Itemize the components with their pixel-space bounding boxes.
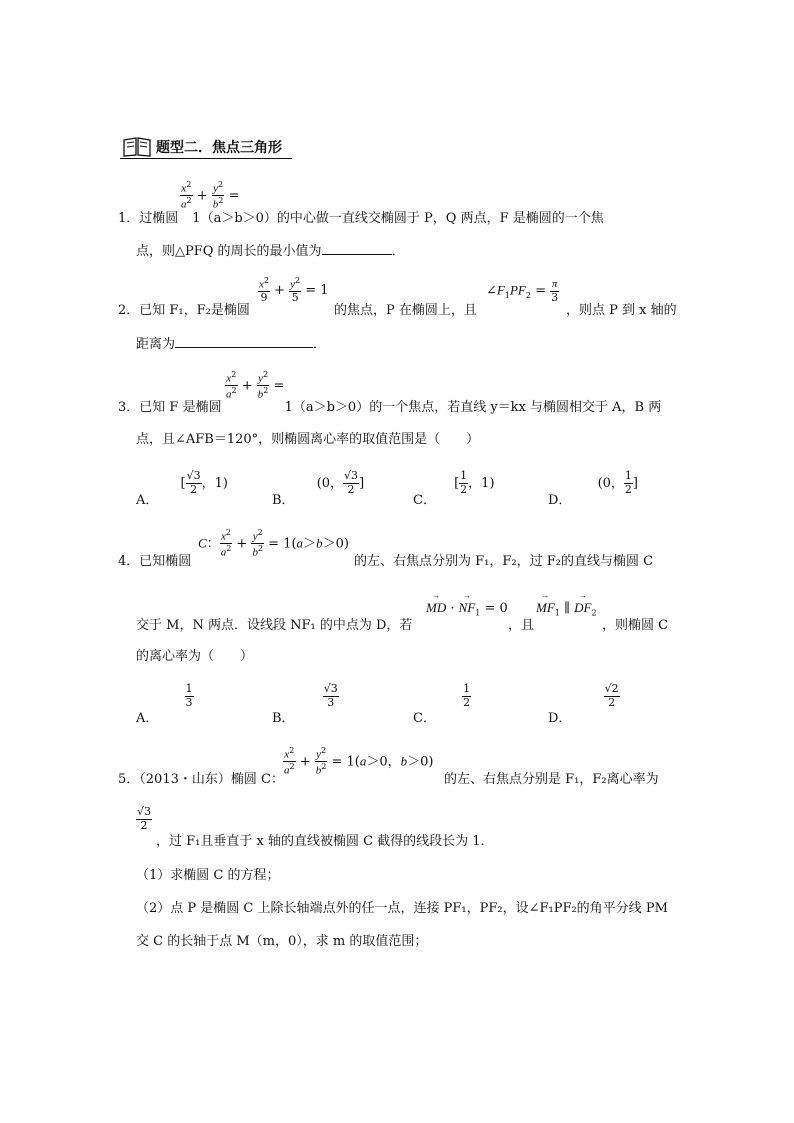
q4-option-a-label: A． [136, 710, 159, 726]
q1-line2 [136, 240, 405, 259]
q5-sub2b: 交 C 的长轴于点 M（m，0），求 m 的取值范围； [136, 934, 428, 949]
q1-line2-text: 点，则△PFQ 的周长的最小值为 [136, 244, 322, 259]
q2-number: 2． [118, 303, 140, 318]
q1-formula: $\frac{x^2}{a^2}$ + $\frac{y^2}{b^2}$ = [181, 180, 240, 211]
q4-formula: C： $\frac{x^2}{a^2}$ + $\frac{y^2}{b^2}$ = 1(a＞b＞0) [198, 528, 349, 559]
q2-line2 [136, 333, 326, 352]
q3-option-c[interactable]: C． [ $\frac{1}{2}$ ，1) [413, 469, 495, 508]
q1-pre: 过椭圆 [139, 211, 179, 226]
q4-option-d[interactable]: D． $\frac{√2}{2}$ [548, 682, 619, 726]
q4-line2b: ，且 [508, 618, 535, 633]
q4-option-b[interactable]: B． $\frac{√3}{3}$ [272, 682, 338, 726]
q3-option-d-label: D． [548, 492, 572, 508]
q4-pre: 已知椭圆 [139, 554, 192, 569]
q3-line2: 点，且∠AFB＝120°，则椭圆离心率的取值范围是（ ） [136, 432, 480, 447]
section-title: 题型二．焦点三角形 [156, 140, 282, 156]
q2-post: ，则点 P 到 x 轴的 [566, 303, 677, 318]
q4-line2c: ，则椭圆 C [602, 618, 669, 633]
q3-formula: $\frac{x^2}{a^2}$ + $\frac{y^2}{b^2}$ = [226, 370, 285, 401]
q5-sub1: （1）求椭圆 C 的方程； [136, 868, 280, 883]
q5-pre: （2013・山东）椭圆 C： [139, 772, 284, 787]
q2-line1 [118, 299, 250, 318]
q5-formula: $\frac{x^2}{a^2}$ + $\frac{y^2}{b^2}$ = 1(a＞0，b＞0) [284, 746, 434, 777]
q4-line2a: 交于 M，N 两点．设线段 NF₁ 的中点为 D，若 [136, 618, 413, 633]
q4-number: 4． [118, 554, 140, 569]
q4-post: 的左、右焦点分别为 F₁，F₂，过 F₂的直线与椭圆 C [354, 554, 654, 569]
q5-number: 5． [118, 772, 140, 787]
q1-line1 [118, 207, 604, 226]
q5-line2: ，过 F₁且垂直于 x 轴的直线被椭圆 C 截得的线段长为 1． [156, 834, 494, 849]
q3-option-b[interactable]: B． (0， $\frac{√3}{2}$ ] [272, 469, 365, 508]
q5-sub2: （2）点 P 是椭圆 C 上除长轴端点外的任一点，连接 PF₁，PF₂，设∠F₁PF₂的角平分线 PM [136, 901, 668, 916]
q1-cond: 1（a＞b＞0）的中心做一直线交椭圆于 P，Q 两点，F 是椭圆的一个焦 [192, 211, 604, 226]
q2-mid: 的焦点，P 在椭圆上，且 [334, 303, 477, 318]
header-underline [120, 158, 292, 159]
q2-end: ． [313, 337, 327, 352]
q2-answer-blank[interactable] [175, 346, 313, 348]
q3-line1 [118, 396, 661, 415]
q3-number: 3． [118, 400, 140, 415]
q1-number: 1． [118, 211, 140, 226]
q4-line1-pre [118, 550, 191, 569]
q4-option-c-label: C． [413, 710, 436, 726]
q5-line1-pre [118, 768, 284, 787]
q1-answer-blank[interactable] [322, 253, 392, 255]
q3-option-a[interactable]: A． [ $\frac{√3}{2}$ ，1) [136, 469, 228, 508]
q5-post: 的左、右焦点分别是 F₁，F₂离心率为 [444, 772, 659, 787]
q2-line2-text: 距离为 [136, 337, 176, 352]
q4-dot-formula: → MD · → $NF_1 = 0$ [426, 600, 508, 618]
q1-end: ． [391, 244, 405, 259]
q3-cond: 1（a＞b＞0）的一个焦点，若直线 y＝kx 与椭圆相交于 A，B 两 [284, 400, 662, 415]
q4-parallel-formula: → $MF_1$ ∥ → $DF_2$ [536, 600, 597, 618]
q4-option-d-label: D． [548, 710, 572, 726]
q4-line3: 的离心率为（ ） [136, 649, 254, 664]
q4-option-a[interactable]: A． $\frac{1}{3}$ [136, 682, 193, 726]
q3-option-b-label: B． [272, 492, 295, 508]
q4-option-b-label: B． [272, 710, 295, 726]
q4-option-c[interactable]: C． $\frac{1}{2}$ [413, 682, 471, 726]
q2-pre: 已知 F₁，F₂是椭圆 [139, 303, 250, 318]
q5-ecc-formula: $\frac{√3}{2}$ [137, 805, 152, 832]
q2-formula: $\frac{x^2}{9}$ + $\frac{y^2}{5}$ = 1 [259, 276, 329, 305]
q3-option-c-label: C． [413, 492, 436, 508]
q2-angle-formula: $\angle F_1PF_2$ = $\frac{\pi}{3}$ [486, 278, 559, 304]
q3-pre: 已知 F 是椭圆 [139, 400, 222, 415]
q3-option-d[interactable]: D． (0， $\frac{1}{2}$ ] [548, 469, 638, 508]
q3-option-a-label: A． [136, 492, 159, 508]
